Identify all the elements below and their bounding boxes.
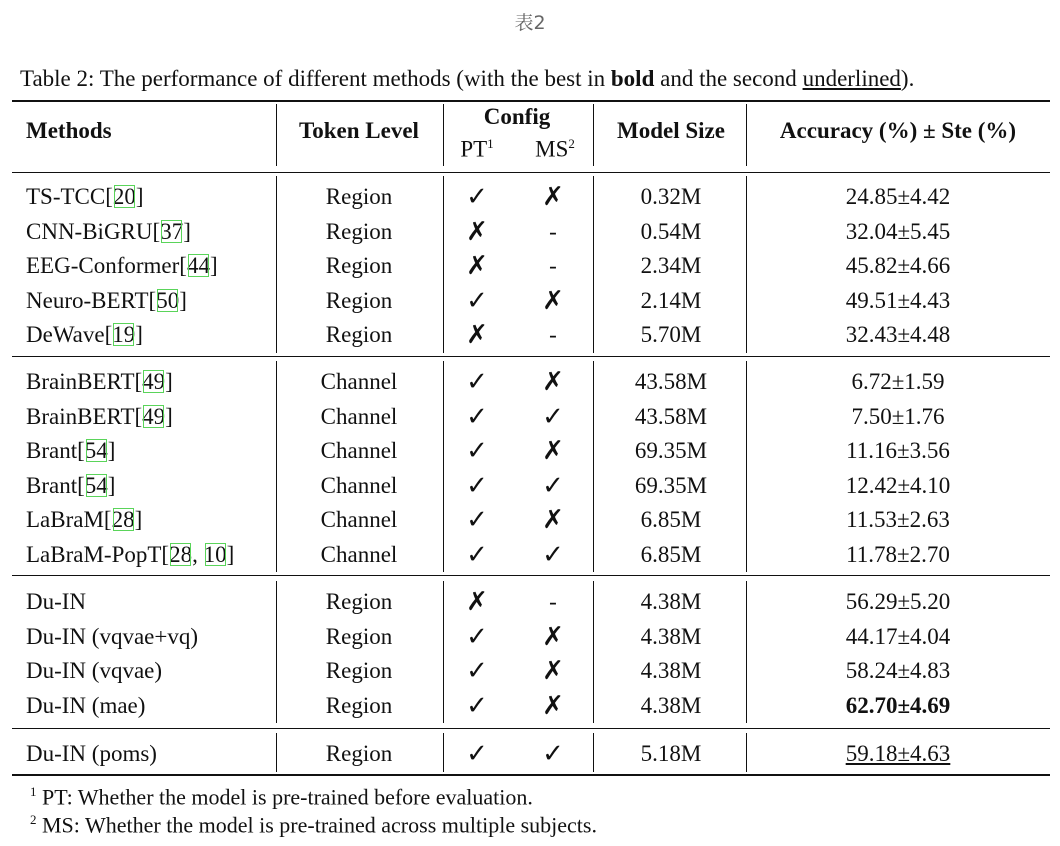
footnote-1	[30, 784, 533, 810]
method-name	[26, 585, 86, 619]
vline-group-3-1	[276, 581, 277, 723]
accuracy-value	[748, 400, 1048, 434]
accuracy-text: 11.53±2.63	[846, 507, 950, 532]
method-label: DeWave	[26, 322, 105, 347]
method-name: CNN-BiGRU[37]	[26, 218, 191, 244]
token-level: Region	[325, 589, 393, 614]
token-level: Region	[325, 692, 393, 718]
header-bottom-rule	[12, 172, 1050, 173]
pt-mark: ✓	[466, 690, 488, 721]
model-size: 4.38M	[640, 692, 702, 718]
model-size: 5.18M	[640, 741, 702, 766]
method-name: DeWave[19]	[26, 322, 143, 347]
caption-prefix: Table 2: The performance of different methods (with the best in	[20, 66, 611, 91]
model-size: 4.38M	[640, 589, 702, 614]
group-divider-2	[12, 575, 1050, 576]
header-accuracy: Accuracy (%) ± Ste (%)	[779, 118, 1017, 143]
method-label: BrainBERT	[26, 369, 135, 394]
accuracy-value	[748, 737, 1048, 771]
token-level: Channel	[320, 472, 398, 498]
group-divider-1	[12, 356, 1050, 357]
citation-link[interactable]: 37	[160, 218, 184, 244]
accuracy-text: 11.16±3.56	[846, 438, 950, 463]
citation-link[interactable]: 28	[169, 541, 193, 567]
model-size: 0.32M	[640, 184, 702, 209]
ms-mark: ✗	[542, 436, 564, 466]
citation-link[interactable]: 49	[142, 369, 166, 394]
accuracy-text: 44.17±4.04	[845, 623, 951, 649]
method-label: Du-IN (vqvae)	[26, 658, 163, 683]
footnote-2-text: MS: Whether the model is pre-trained across multiple subjects.	[42, 812, 597, 838]
accuracy-value	[748, 434, 1048, 468]
model-size: 43.58M	[634, 369, 708, 394]
caption-bold-word: bold	[610, 66, 655, 91]
ms-mark: -	[549, 253, 557, 278]
pt-mark: ✗	[466, 251, 488, 281]
header-model-size: Model Size	[617, 118, 725, 143]
vline-group-2-1	[276, 361, 277, 572]
citation-link[interactable]: 10	[203, 541, 227, 567]
pt-mark: ✓	[466, 621, 488, 652]
accuracy-text: 7.50±1.76	[851, 403, 945, 429]
ms-mark: ✗	[542, 505, 564, 535]
accuracy-value	[748, 538, 1048, 572]
token-level: Region	[325, 741, 393, 766]
method-name: Brant[54]	[26, 472, 116, 498]
token-level: Region	[325, 287, 393, 313]
token-level: Channel	[320, 507, 398, 532]
header-config: Config	[483, 104, 551, 129]
table-bottom-rule	[12, 774, 1050, 776]
ms-mark: ✗	[542, 182, 564, 212]
method-name: LaBraM-PopT[28, 10]	[26, 541, 235, 567]
method-label: Du-IN (mae)	[26, 692, 146, 718]
caption-underline-word: underlined	[802, 66, 901, 91]
method-label: LaBraM	[26, 507, 104, 532]
token-level: Region	[325, 184, 393, 209]
ms-mark: ✗	[542, 367, 564, 397]
token-level: Region	[325, 623, 393, 649]
method-name	[26, 737, 157, 771]
accuracy-text: 32.04±5.45	[845, 218, 951, 244]
pt-mark: ✓	[466, 656, 488, 686]
pt-mark: ✓	[466, 739, 488, 769]
model-size: 69.35M	[634, 472, 708, 498]
method-name: EEG-Conformer[44]	[26, 253, 218, 278]
header-ms-label: MS	[535, 136, 569, 162]
method-label: Du-IN (vqvae+vq)	[26, 623, 198, 649]
vline-group-3-4	[746, 581, 747, 723]
citation-link[interactable]: 44	[186, 253, 210, 278]
vline-group-1-3	[593, 176, 594, 353]
header-pt-sup: 1	[487, 136, 494, 151]
vline-group-4-3	[593, 733, 594, 772]
pt-mark: ✓	[466, 401, 488, 432]
accuracy-value	[748, 469, 1048, 503]
pt-mark: ✗	[466, 320, 488, 350]
token-level: Region	[325, 218, 393, 244]
header-token-level: Token Level	[299, 118, 419, 143]
accuracy-value	[748, 249, 1048, 283]
pt-mark: ✓	[466, 436, 488, 466]
header-pt	[452, 136, 502, 163]
method-name: BrainBERT[49]	[26, 369, 173, 394]
accuracy-value	[748, 318, 1048, 352]
pt-mark: ✗	[466, 587, 488, 617]
method-label: LaBraM-PopT	[26, 541, 162, 567]
table-top-rule	[12, 100, 1050, 102]
method-name: Brant[54]	[26, 438, 116, 463]
method-name: TS-TCC[20]	[26, 184, 144, 209]
method-label: Neuro-BERT	[26, 287, 149, 313]
accuracy-value	[748, 180, 1048, 214]
page-title: 表2	[514, 12, 546, 34]
accuracy-value	[748, 503, 1048, 537]
header-ms-sup: 2	[568, 136, 575, 151]
vline-group-4-1	[276, 733, 277, 772]
vline-header-2	[443, 104, 444, 166]
ms-mark: -	[549, 322, 557, 347]
citation-link[interactable]: 54	[84, 472, 108, 498]
method-label: BrainBERT	[26, 403, 135, 429]
method-label: Du-IN	[26, 589, 87, 614]
method-name	[26, 620, 198, 654]
caption-suffix: ).	[900, 66, 915, 91]
accuracy-text: 24.85±4.42	[845, 184, 951, 209]
vline-group-2-3	[593, 361, 594, 572]
vline-group-2-2	[443, 361, 444, 572]
ms-mark: ✓	[542, 470, 564, 501]
accuracy-value	[748, 284, 1048, 318]
accuracy-text: 6.72±1.59	[851, 369, 945, 394]
method-name: BrainBERT[49]	[26, 403, 173, 429]
accuracy-text: 45.82±4.66	[845, 253, 951, 278]
method-label: Brant	[26, 472, 78, 498]
accuracy-value	[748, 215, 1048, 249]
ms-mark: ✓	[542, 401, 564, 432]
model-size: 6.85M	[640, 541, 702, 567]
vline-group-1-4	[746, 176, 747, 353]
model-size: 0.54M	[640, 218, 702, 244]
vline-group-4-4	[746, 733, 747, 772]
method-label: TS-TCC	[26, 184, 106, 209]
ms-mark: ✗	[542, 621, 564, 652]
vline-header-3	[593, 104, 594, 166]
pt-mark: ✓	[466, 367, 488, 397]
accuracy-text: 12.42±4.10	[845, 472, 951, 498]
accuracy-text: 32.43±4.48	[845, 322, 951, 347]
vline-header-4	[746, 104, 747, 166]
citation-link[interactable]: 54	[84, 438, 108, 463]
pt-mark: ✓	[466, 285, 488, 316]
pt-mark: ✓	[466, 539, 488, 570]
vline-group-1-1	[276, 176, 277, 353]
header-ms	[528, 136, 582, 163]
citation-link[interactable]: 20	[112, 184, 136, 209]
method-label: EEG-Conformer	[26, 253, 180, 278]
accuracy-text: 62.70±4.69	[845, 692, 951, 718]
token-level: Region	[325, 253, 393, 278]
method-name	[26, 689, 145, 723]
header-pt-label: PT	[460, 136, 488, 162]
accuracy-text: 49.51±4.43	[845, 287, 951, 313]
accuracy-value	[748, 654, 1048, 688]
method-label: Du-IN (poms)	[26, 741, 157, 766]
table-caption	[20, 66, 1050, 92]
pt-mark: ✓	[466, 505, 488, 535]
accuracy-text: 58.24±4.83	[845, 658, 951, 683]
token-level: Region	[325, 658, 393, 683]
vline-header-1	[276, 104, 277, 166]
vline-group-1-2	[443, 176, 444, 353]
accuracy-value	[748, 365, 1048, 399]
method-label: Brant	[26, 438, 78, 463]
pt-mark: ✓	[466, 470, 488, 501]
footnote-1-text: PT: Whether the model is pre-trained before evaluation.	[42, 784, 533, 810]
token-level: Channel	[320, 403, 398, 429]
ms-mark: -	[549, 589, 557, 614]
footnote-2	[30, 812, 597, 838]
model-size: 5.70M	[640, 322, 702, 347]
vline-group-3-2	[443, 581, 444, 723]
token-level: Channel	[320, 438, 398, 463]
model-size: 4.38M	[640, 658, 702, 683]
pt-mark: ✓	[466, 182, 488, 212]
method-name: Neuro-BERT[50]	[26, 287, 187, 313]
token-level: Channel	[320, 541, 398, 567]
footnote-1-mark: 1	[30, 784, 37, 799]
accuracy-value	[748, 620, 1048, 654]
model-size: 4.38M	[640, 623, 702, 649]
method-name: LaBraM[28]	[26, 507, 143, 532]
footnote-2-mark: 2	[30, 812, 37, 827]
model-size: 43.58M	[634, 403, 708, 429]
accuracy-value	[748, 689, 1048, 723]
vline-group-3-3	[593, 581, 594, 723]
model-size: 2.34M	[640, 253, 702, 278]
accuracy-text: 59.18±4.63	[845, 741, 951, 766]
model-size: 69.35M	[634, 438, 708, 463]
ms-mark: ✗	[542, 656, 564, 686]
token-level: Channel	[320, 369, 398, 394]
citation-link[interactable]: 49	[142, 403, 166, 429]
citation-link[interactable]: 50	[156, 287, 180, 313]
ms-mark: ✗	[542, 690, 564, 721]
ms-mark: ✓	[542, 739, 564, 769]
ms-mark: ✗	[542, 285, 564, 316]
ms-mark: ✓	[542, 539, 564, 570]
model-size: 6.85M	[640, 507, 702, 532]
header-methods: Methods	[26, 118, 112, 143]
method-label: CNN-BiGRU	[26, 218, 153, 244]
pt-mark: ✗	[466, 216, 488, 247]
vline-group-2-4	[746, 361, 747, 572]
accuracy-value	[748, 585, 1048, 619]
citation-link[interactable]: 19	[112, 322, 136, 347]
group-divider-3	[12, 728, 1050, 729]
method-name	[26, 654, 162, 688]
accuracy-text: 56.29±5.20	[845, 589, 951, 614]
accuracy-text: 11.78±2.70	[846, 541, 950, 567]
citation-link[interactable]: 28	[111, 507, 135, 532]
vline-group-4-2	[443, 733, 444, 772]
ms-mark: -	[549, 218, 557, 244]
caption-middle: and the second	[654, 66, 803, 91]
model-size: 2.14M	[640, 287, 702, 313]
token-level: Region	[325, 322, 393, 347]
